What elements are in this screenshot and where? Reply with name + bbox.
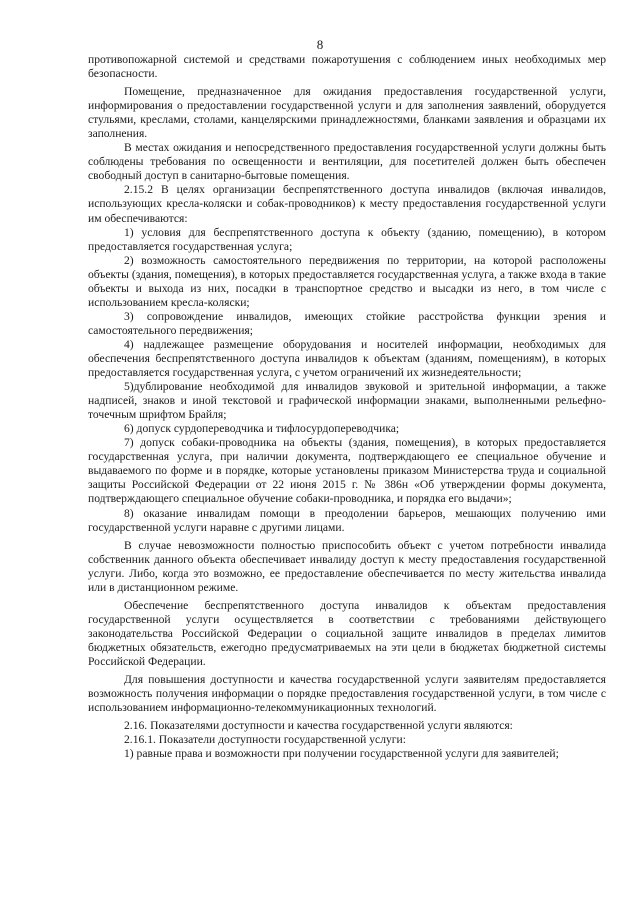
paragraph: 7) допуск собаки-проводника на объекты (здания, помещения), в которых предоставляется государственная услуга, при наличии документа, подтверждающего ее специальное обучение и выдаваемого по форме и в порядке, которые установлены приказом Министерства труда и социальной защиты Российской Федерации от 22 июня 2015 г. № 386н «Об утверждении формы документа, подтверждающего специальное обучение собаки-проводника, и порядка его выдачи»; bbox=[88, 436, 606, 506]
paragraph: 1) равные права и возможности при получении государственной услуги для заявителей; bbox=[124, 747, 559, 761]
paragraph: 8) оказание инвалидам помощи в преодолении барьеров, мешающих получению ими государственной услуги наравне с другими лицами. bbox=[88, 506, 606, 534]
paragraph: Для повышения доступности и качества государственной услуги заявителям предоставляется возможность получения информации о порядке предоставления государственной услуги, в том числе с использованием информационно-телекоммуникационных технологий. bbox=[88, 673, 606, 715]
document-body bbox=[88, 53, 606, 761]
paragraph: 2.16.1. Показатели доступности государственной услуги: bbox=[124, 733, 406, 747]
paragraph: противопожарной системой и средствами пожаротушения с соблюдением иных необходимых мер безопасности. bbox=[88, 53, 606, 81]
paragraph: 3) сопровождение инвалидов, имеющих стойкие расстройства функции зрения и самостоятельного передвижения; bbox=[88, 309, 606, 337]
paragraph: 5)дублирование необходимой для инвалидов звуковой и зрительной информации, а также надписей, знаков и иной текстовой и графической информации знаками, выполненными рельефно-точечным шрифтом Брайля; bbox=[88, 380, 606, 422]
paragraph: 1) условия для беспрепятственного доступа к объекту (зданию, помещению), в котором предоставляется государственная услуга; bbox=[88, 225, 606, 253]
paragraph: 6) допуск сурдопереводчика и тифлосурдопереводчика; bbox=[124, 422, 400, 436]
paragraph: Обеспечение беспрепятственного доступа инвалидов к объектам предоставления государственной услуги осуществляется в соответствии с требованиями действующего законодательства Российской Федерации о социальной защите инвалидов в пределах лимитов бюджетных обязательств, ежегодно предусматриваемых на эти цели в бюджетах бюджетной системы Российской Федерации. bbox=[88, 598, 606, 668]
paragraph: 2) возможность самостоятельного передвижения по территории, на которой расположены объекты (здания, помещения), в которых предоставляется государственная услуга, а также входа в такие объекты и выхода из них, посадки в транспортное средство и высадки из него, в том числе с использованием кресла-коляски; bbox=[88, 253, 606, 309]
paragraph: Помещение, предназначенное для ожидания предоставления государственной услуги, информирования о предоставлении государственной услуги и для заполнения заявлений, оборудуется стульями, креслами, столами, канцелярскими принадлежностями, бланками заявления и образцами их заполнения. bbox=[88, 85, 606, 141]
paragraph: 4) надлежащее размещение оборудования и носителей информации, необходимых для обеспечения беспрепятственного доступа инвалидов к объектам (зданиям, помещениям), в которых предоставляется государственная услуга, с учетом ограничений их жизнедеятельности; bbox=[88, 337, 606, 380]
paragraph: 2.15.2 В целях организации беспрепятственного доступа инвалидов (включая инвалидов, использующих кресла-коляски и собак-проводников) к месту предоставления государственной услуги им обеспечиваются: bbox=[88, 183, 606, 225]
paragraph: В местах ожидания и непосредственного предоставления государственной услуги должны быть соблюдены требования по освещенности и вентиляции, для посетителей должен быть обеспечен свободный доступ в санитарно-бытовые помещения. bbox=[88, 141, 606, 183]
paragraph: 2.16. Показателями доступности и качества государственной услуги являются: bbox=[124, 719, 513, 733]
page-number: 8 bbox=[316, 37, 324, 52]
paragraph: В случае невозможности полностью приспособить объект с учетом потребности инвалида собственник данного объекта обеспечивает инвалиду доступ к месту предоставления государственной услуги. Либо, когда это возможно, ее предоставление обеспечивается по месту жительства инвалида или в дистанционном режиме. bbox=[88, 538, 606, 594]
